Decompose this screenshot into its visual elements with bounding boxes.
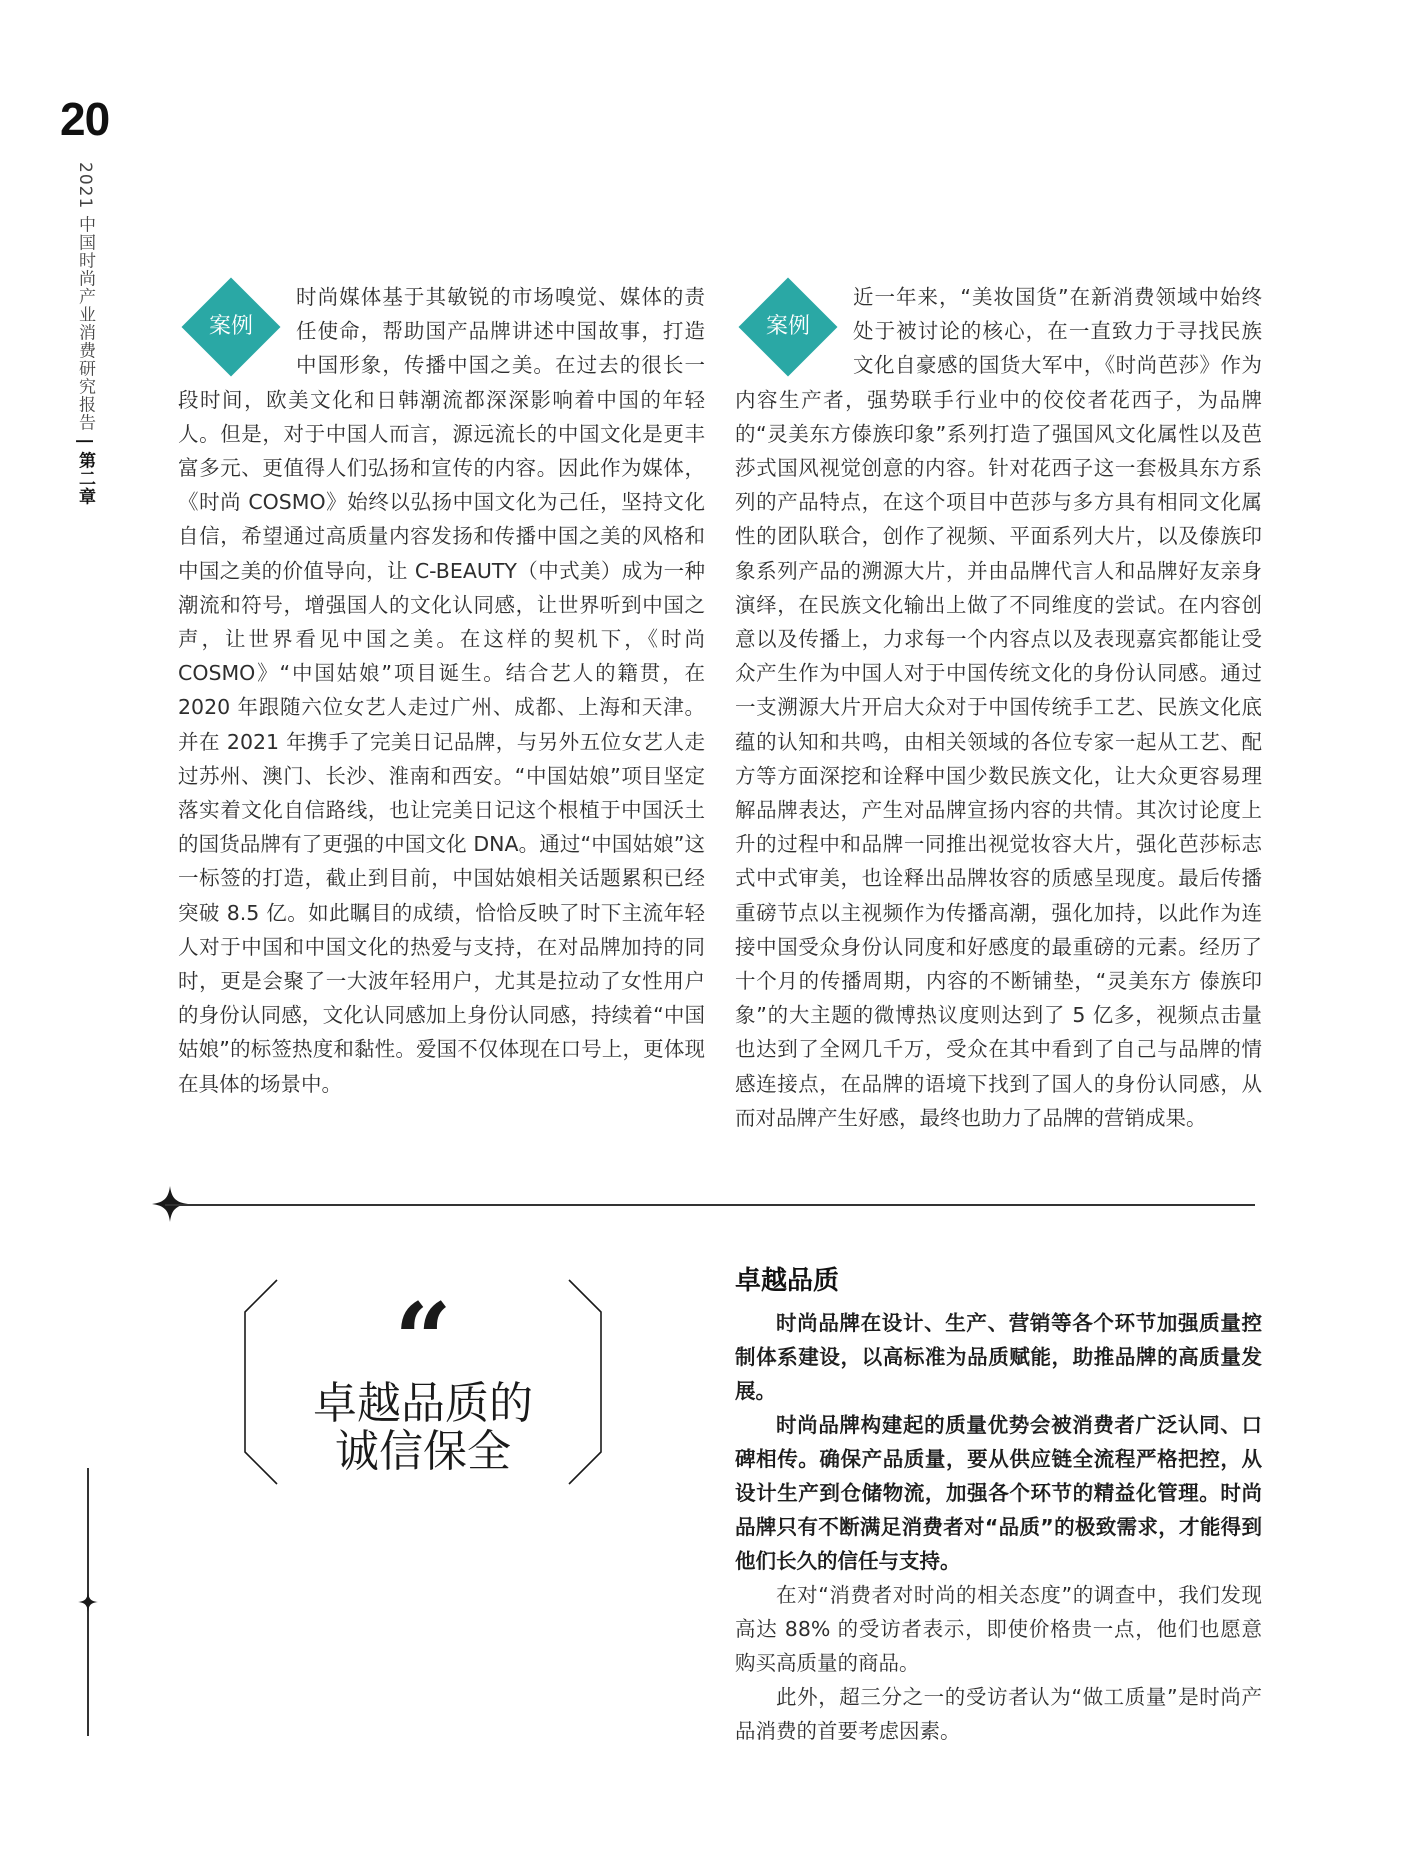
section-divider [165, 1204, 1255, 1206]
case-badge-label: 案例 [208, 314, 253, 339]
small-sparkle-icon [78, 1592, 98, 1612]
pull-quote [243, 1278, 603, 1486]
quote-mark-icon: “ [394, 1281, 452, 1399]
report-title: 2021 中国时尚产业消费研究报告 [75, 162, 95, 432]
running-head [76, 162, 93, 506]
page-number: 20 [60, 93, 110, 145]
chapter-label: 第二章 [75, 451, 95, 506]
pull-quote-line2: 诚信保全 [335, 1426, 511, 1477]
section-paragraph-2: 时尚品牌构建起的质量优势会被消费者广泛认同、口碑相传。确保产品质量，要从供应链全流程严格把控，从设计生产到仓储物流，加强各个环节的精益化管理。时尚品牌只有不断满足消费者对“品质”的极致需求，才能得到他们长久的信任与支持。 [735, 1413, 1262, 1573]
right-case-text: 近一年来，“美妆国货”在新消费领域中始终处于被讨论的核心，在一直致力于寻找民族文化自豪感的国货大军中，《时尚芭莎》作为内容生产者，强势联手行业中的佼佼者花西子，为品牌的“灵美东方傣族印象”系列打造了强国风文化属性以及芭莎式国风视觉创意的内容。针对花西子这一套极具东方系列的产品特点，在这个项目中芭莎与多方具有相同文化属性的团队联合，创作了视频、平面系列大片，以及傣族印象系列产品的溯源大片，并由品牌代言人和品牌好友亲身演绎，在民族文化输出上做了不同维度的尝试。在内容创意以及传播上，力求每一个内容点以及表现嘉宾都能让受众产生作为中国人对于中国传统文化的身份认同感。通过一支溯源大片开启大众对于中国传统手工艺、民族文化底蕴的认知和共鸣，由相关领域的各位专家一起从工艺、配方等方面深挖和诠释中国少数民族文化，让大众更容易理解品牌表达，产生对品牌宣扬内容的共情。其次讨论度上升的过程中和品牌一同推出视觉妆容大片，强化芭莎标志式中式审美，也诠释出品牌妆容的质感呈现度。最后传播重磅节点以主视频作为传播高潮，强化加持，以此作为连接中国受众身份认同度和好感度的最重磅的元素。经历了十个月的传播周期，内容的不断铺垫，“灵美东方 傣族印象”的大主题的微博热议度则达到了 5 亿多，视频点击量也达到了全网几千万，受众在其中看到了自己与品牌的情感连接点，在品牌的语境下找到了国人的身份认同感，从而对品牌产生好感，最终也助力了品牌的营销成果。 [735, 285, 1262, 1130]
section-paragraph-4: 此外，超三分之一的受访者认为“做工质量”是时尚产品消费的首要考虑因素。 [735, 1685, 1262, 1743]
section-title: 卓越品质 [735, 1266, 840, 1296]
section-paragraph-1: 时尚品牌在设计、生产、营销等各个环节加强质量控制体系建设，以高标准为品质赋能，助推品牌的高质量发展。 [735, 1311, 1262, 1403]
quality-section [735, 1264, 1262, 1748]
pull-quote-text [243, 1380, 603, 1476]
pull-quote-line1: 卓越品质的 [313, 1378, 533, 1429]
right-case-column [735, 280, 1262, 1135]
left-case-column [178, 280, 705, 1101]
case-badge-label: 案例 [765, 314, 810, 339]
running-head-separator: | [75, 438, 95, 446]
case-badge [735, 280, 845, 376]
left-case-text: 时尚媒体基于其敏锐的市场嗅觉、媒体的责任使命，帮助国产品牌讲述中国故事，打造中国形象，传播中国之美。在过去的很长一段时间，欧美文化和日韩潮流都深深影响着中国的年轻人。但是，对于中国人而言，源远流长的中国文化是更丰富多元、更值得人们弘扬和宣传的内容。因此作为媒体，《时尚 COSMO》始终以弘扬中国文化为己任，坚持文化自信，希望通过高质量内容发扬和传播中国之美的风格和中国之美的价值导向，让 C-BEAUTY（中式美）成为一种潮流和符号，增强国人的文化认同感，让世界听到中国之声，让世界看见中国之美。在这样的契机下，《时尚 COSMO》“中国姑娘”项目诞生。结合艺人的籍贯，在 2020 年跟随六位女艺人走过广州、成都、上海和天津。并在 2021 年携手了完美日记品牌，与另外五位女艺人走过苏州、澳门、长沙、淮南和西安。“中国姑娘”项目坚定落实着文化自信路线，也让完美日记这个根植于中国沃土的国货品牌有了更强的中国文化 DNA。通过“中国姑娘”这一标签的打造，截止到目前，中国姑娘相关话题累积已经突破 8.5 亿。如此瞩目的成绩，恰恰反映了时下主流年轻人对于中国和中国文化的热爱与支持，在对品牌加持的同时，更是会聚了一大波年轻用户，尤其是拉动了女性用户的身份认同感，文化认同感加上身份认同感，持续着“中国姑娘”的标签热度和黏性。爱国不仅体现在口号上，更体现在具体的场景中。 [178, 285, 705, 1096]
section-paragraph-3: 在对“消费者对时尚的相关态度”的调查中，我们发现高达 88% 的受访者表示，即使价格贵一点，他们也愿意购买高质量的商品。 [735, 1583, 1262, 1675]
case-badge [178, 280, 288, 376]
